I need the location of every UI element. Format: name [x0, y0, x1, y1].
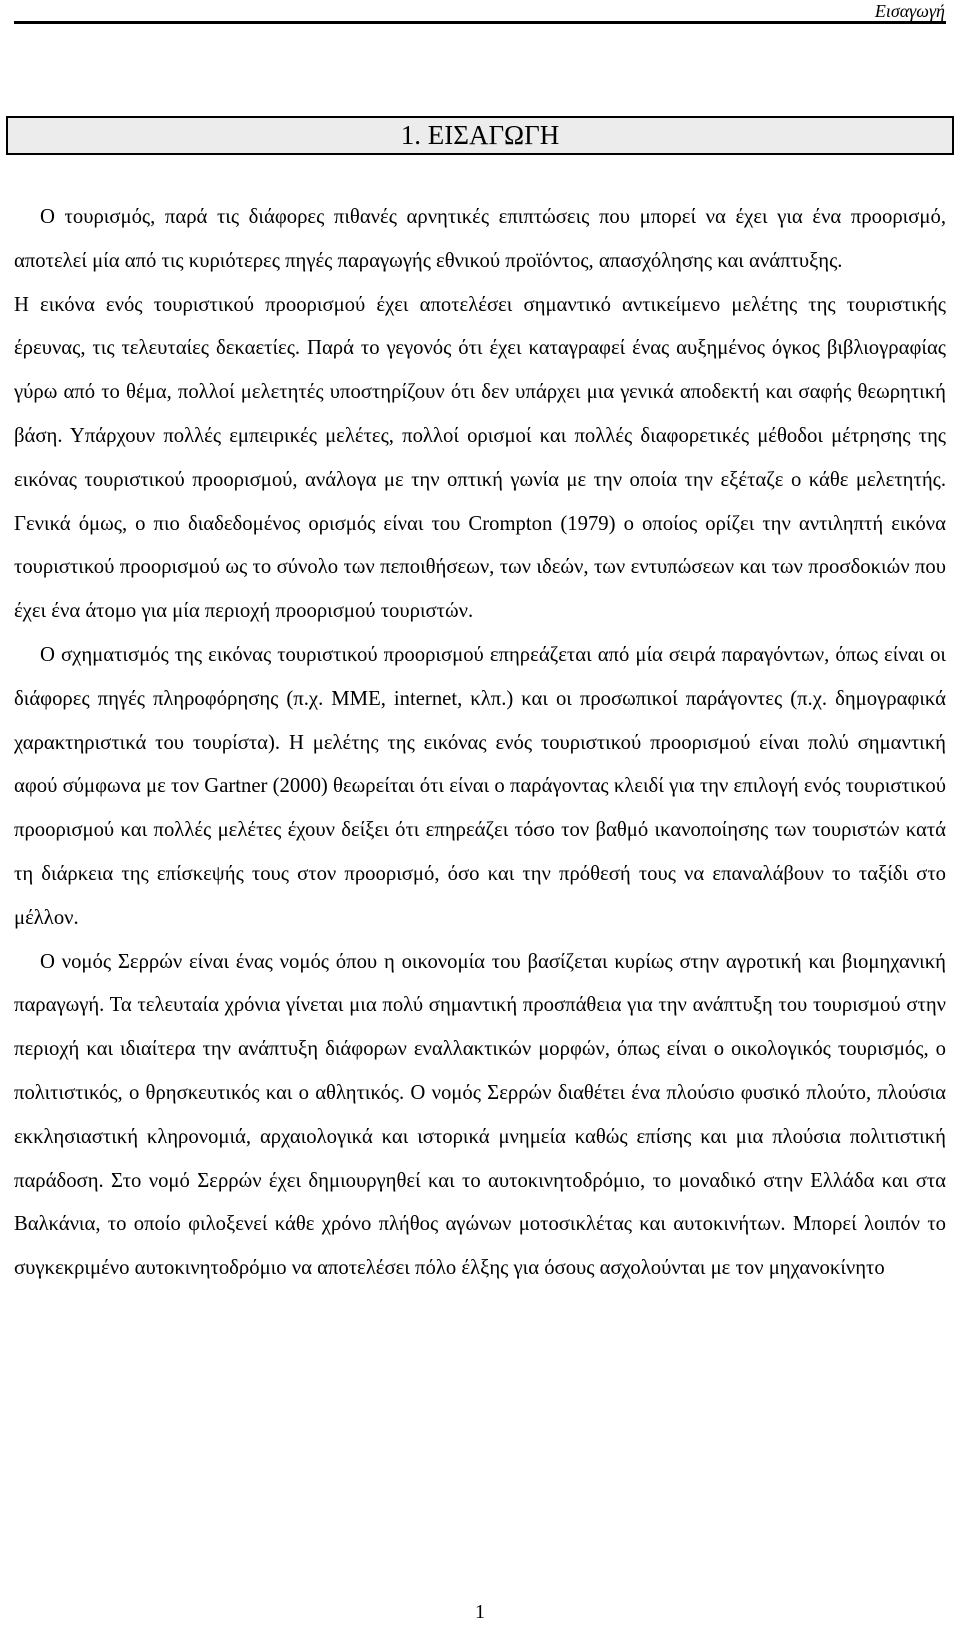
paragraph-4: Ο νομός Σερρών είναι ένας νομός όπου η οικονομία του βασίζεται κυρίως στην αγροτική και βιομηχανική παραγωγή. Τα τελευταία χρόνια γίνεται μια πολύ σημαντική προσπάθεια για την ανάπτυξη του τουρισμού στην περιοχή και ιδιαίτερα την ανάπτυξη διάφορων εναλλακτικών μορφών, όπως είναι ο οικολογικός τουρισμός, ο πολιτιστικός, ο θρησκευτικός και ο αθλητικός. Ο νομός Σερρών διαθέτει ένα πλούσιο φυσικό πλούτο, πλούσια εκκλησιαστική κληρονομιά, αρχαιολογικά και ιστορικά μνημεία καθώς επίσης και μια πλούσια πολιτιστική παράδοση. Στο νομό Σερρών έχει δημιουργηθεί και το αυτοκινητοδρόμιο, το μοναδικό στην Ελλάδα και στα Βαλκάνια, το οποίο φιλοξενεί κάθε χρόνο πλήθος αγώνων μοτοσικλέτας και αυτοκινήτων. Μπορεί λοιπόν το συγκεκριμένο αυτοκινητοδρόμιο να αποτελέσει πόλο έλξης για όσους ασχολούνται με τον μηχανοκίνητο [14, 950, 946, 1280]
paragraph-1: Ο τουρισμός, παρά τις διάφορες πιθανές αρνητικές επιπτώσεις που μπορεί να έχει για ένα προορισμό, αποτελεί μία από τις κυριότερες πηγές παραγωγής εθνικού προϊόντος, απασχόλησης και ανάπτυξης. [14, 206, 946, 272]
header-divider [14, 21, 946, 24]
section-title: 1. ΕΙΣΑΓΩΓΗ [400, 120, 560, 150]
running-header: Εισαγωγή [874, 1, 945, 21]
paragraph-2: Η εικόνα ενός τουριστικού προορισμού έχει αποτελέσει σημαντικό αντικείμενο μελέτης της τουριστικής έρευνας, τις τελευταίες δεκαετίες. Παρά το γεγονός ότι έχει καταγραφεί ένας αυξημένος όγκος βιβλιογραφίας γύρω από το θέμα, πολλοί μελετητές υποστηρίζουν ότι δεν υπάρχει μια γενικά αποδεκτή και σαφής θεωρητική βάση. Υπάρχουν πολλές εμπειρικές μελέτες, πολλοί ορισμοί και πολλές διαφορετικές μέθοδοι μέτρησης της εικόνας τουριστικού προορισμού, ανάλογα με την οπτική γωνία με την οποία την εξέταζε ο κάθε μελετητής. Γενικά όμως, ο πιο διαδεδομένος ορισμός είναι του Crompton (1979) ο οποίος ορίζει την αντιληπτή εικόνα τουριστικού προορισμού ως το σύνολο των πεποιθήσεων, των ιδεών, των εντυπώσεων και των προσδοκιών που έχει ένα άτομο για μία περιοχή προορισμού τουριστών. [14, 293, 946, 623]
section-title-box [6, 116, 954, 155]
body-text [14, 196, 946, 1291]
paragraph-3: Ο σχηματισμός της εικόνας τουριστικού προορισμού επηρεάζεται από μία σειρά παραγόντων, όπως είναι οι διάφορες πηγές πληροφόρησης (π.χ. ΜΜΕ, internet, κλπ.) και οι προσωπικοί παράγοντες (π.χ. δημογραφικά χαρακτηριστικά του τουρίστα). Η μελέτης της εικόνας ενός τουριστικού προορισμού είναι πολύ σημαντική αφού σύμφωνα με τον Gartner (2000) θεωρείται ότι είναι ο παράγοντας κλειδί για την επιλογή ενός τουριστικού προορισμού και πολλές μελέτες έχουν δείξει ότι επηρεάζει τόσο τον βαθμό ικανοποίησης των τουριστών κατά τη διάρκεια της επίσκεψής τους στον προορισμό, όσο και την πρόθεσή τους να επαναλάβουν το ταξίδι στο μέλλον. [14, 643, 946, 929]
page-number: 1 [475, 1601, 485, 1623]
